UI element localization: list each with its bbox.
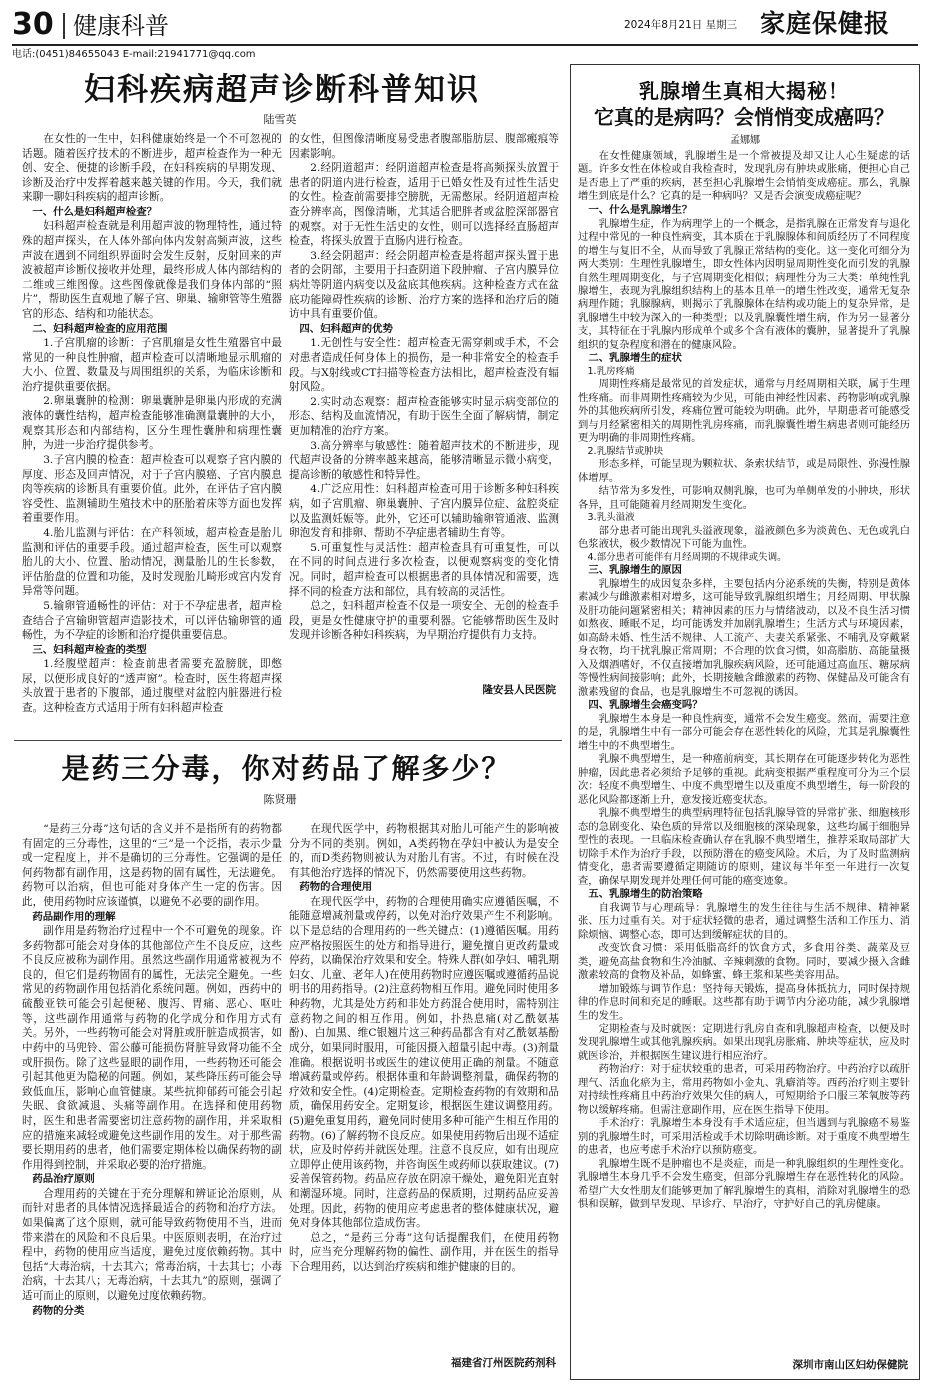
paragraph: 1.经腹壁超声：检查前患者需要充盈膀胱，即憋尿，以便形成良好的“透声窗”。检查时，医生将超声探头放置于患者的下腹部，通过腹壁对盆腔内脏器进行检查。这种检查方式适用于所有妇科超声检查 [22,658,282,715]
article1-title: 妇科疾病超声诊断科普知识 [84,72,480,108]
paragraph: 3.高分辨率与敏感性：随着超声技术的不断进步，现代超声设备的分辨率越来越高，能够清晰显示微小病变，提高诊断的敏感性和特异性。 [289,439,559,481]
section-heading: 药物的分类 [32,1304,85,1317]
paragraph: 自我调节与心理疏导：乳腺增生的发生往往与生活不规律、精神紧张、压力过重有关。对于症状轻微的患者，通过调整生活和工作压力、消除烦恼、调整心态，即可达到缓解症状的目的。 [578,901,910,941]
paragraph: 乳腺不典型增生的典型病理特征包括乳腺导管的异常扩张、细胞核形态的急剧变化、染色质的异常以及细胞核的深染现象，这些均属于细胞异型性的表现。一旦临床检查确认存在乳腺不典型增生，推荐采取局部扩大切除手术作为治疗手段，以预防潜在的癌变风险。术后，为了及时监测病情变化，患者需要遵循定期随访的原则，建议每半年至一年进行一次复查，确保早期发现并处理任何可能的癌变迹象。 [578,807,910,887]
paragraph: 1.无创性与安全性：超声检查无需穿刺或手术，不会对患者造成任何身体上的损伤，是一种非常安全的检查手段。与X射线或CT扫描等检查方法相比，超声检查没有辐射风险。 [289,337,559,394]
article1-source: 隆安县人民医院 [482,684,556,696]
paragraph: 5.输卵管通畅性的评估：对于不孕症患者，超声检查结合子宫输卵管超声造影技术，可以评估输卵管的通畅性，为不孕症的诊断和治疗提供重要信息。 [22,600,282,642]
sub-heading: 1.乳房疼痛 [587,366,635,378]
paragraph: 副作用是药物治疗过程中一个不可避免的现象。许多药物都可能会对身体的其他部位产生不良反应，这些不良反应被称为副作用。虽然这些副作用通常被视为不良的，但它们是药物固有的属性，无法完全避免。一些常见的药物副作用包括消化系统问题。例如，西药中的硫酸亚铁可能会引起便秘、腹泻、胃痛、恶心、呕吐等，这些副作用通常与药物的化学成分和作用方式有关。另外，一些药物可能会对肾脏或肝脏造成损害，如中药中的马兜铃、雷公藤可能损伤肾脏导致肾功能不全或肝损伤。除了这些显眼的副作用，一些药物还可能会引起其他更为隐秘的问题。例如，某些降压药可能会导致低血压，影响心血管健康。某些抗抑郁药可能会引起失眠、食欲减退、头痛等副作用。在选择和使用药物时，医生和患者需要密切注意药物的副作用，并采取相应的措施来减轻或避免这些副作用的发生。对于那些需要长期用药的患者，他们需要定期体检以确保药物的副作用得到控制，并采取必要的治疗措施。 [22,925,282,1171]
article2-column-2 [289,822,559,1352]
paragraph: 周期性疼痛是最常见的首发症状，通常与月经周期相关联，属于生理性疼痛。而非周期性疼痛较为少见，可能由神经性因素、药物影响或乳腺外的其他疾病所引发，疼痛位置可能较为明确。此外，早期患者可能感受到与月经紧密相关的周期性乳房疼痛，而乳腺囊性增生病患者则可能经历更为明确的非周期性疼痛。 [578,378,910,445]
contact-info: 电话:(0451)84655043 E-mail:21941771@qq.com [12,49,256,60]
section-heading: 三、乳腺增生的原因 [588,564,682,577]
section-heading: 二、乳腺增生的症状 [588,352,682,365]
section-heading: 二、妇科超声检查的应用范围 [32,322,168,335]
paragraph: 药物治疗：对于症状较重的患者，可采用药物治疗。中药治疗以疏肝理气、活血化瘀为主，常用药物如小金丸、乳癖消等。西药治疗则主要针对持续性疼痛且中药治疗效果欠佳的病人，可短期给予口服三苯氧胺等药物以缓解疼痛。但需注意副作用，应在医生指导下使用。 [578,1063,910,1116]
paragraph: 结节常为多发性，可影响双侧乳腺，也可为单侧单发的小肿块，形状各异，且可能随着月经周期发生变化。 [578,485,910,511]
paragraph: 部分患者可能出现乳头溢液现象，溢液颜色多为淡黄色、无色或乳白色浆液状，极少数情况下可能为血性。 [578,524,910,551]
article-divider [14,740,562,741]
sub-heading: 2.乳腺结节或肿块 [587,445,664,457]
paragraph: 定期检查与及时就医：定期进行乳房自查和乳腺超声检查，以便及时发现乳腺增生或其他乳腺疾病。如果出现乳房胀痛、肿块等症状，应及时就医诊治，并根据医生建议进行相应治疗。 [578,1023,910,1062]
paragraph: 5.可重复性与灵活性：超声检查具有可重复性，可以在不同的时间点进行多次检查，以便观察病变的变化情况。同时，超声检查可以根据患者的具体情况和需要，选择不同的检查方法和部位，具有较高的灵活性。 [289,541,559,598]
paragraph: 1.子宫肌瘤的诊断：子宫肌瘤是女性生殖器官中最常见的一种良性肿瘤，超声检查可以清晰地显示肌瘤的大小、位置、数量及与周围组织的关系，为临床诊断和治疗提供重要依据。 [22,337,282,393]
paragraph: 乳腺增生症，作为病理学上的一个概念，是指乳腺在正常发育与退化过程中常见的一种良性病变，其本质在于乳腺腺体和间质经历了不同程度的增生与复旧不全，从而导致了乳腺正常结构的变化。这一变化可细分为两大类别：生理性乳腺增生，即女性体内因明显周期性变化而引发的乳腺自然生理周期变化，与子宫周期变化相似；病理性分为三大类：单纯性乳腺增生，表现为乳腺组织结构上的基本且单一的增生性改变，通常无复杂病理作随；乳腺腺病，则揭示了乳腺腺体在结构或功能上的复杂异常，是乳腺增生中较为深入的一种类型；以及乳腺囊性增生病，作为另一显著分支，其特征在于乳腺内形成单个或多个含有液体的囊肿，显著提升了乳腺组织的复杂程度和潜在的健康风险。 [578,217,910,351]
section-heading: 三、妇科超声检查的类型 [32,643,147,656]
paragraph: 4.胎儿监测与评估：在产科领域，超声检查是胎儿监测和评估的重要手段。通过超声检查，医生可以观察胎儿的大小、位置、胎动情况，测量胎儿的生长参数，评估胎盘的位置和功能，及时发现胎儿畸形或宫内发育异常等问题。 [22,526,282,598]
article2-author: 陈贤珊 [263,793,297,806]
paragraph: 2.经阴道超声：经阴道超声检查是将高频探头放置于患者的阴道内进行检查，适用于已婚女性及有过性生活史的女性。检查前需要排空膀胱，无需憋尿。经阴道超声检查分辨率高，图像清晰，尤其适合肥胖者或盆腔深部器官的观察。对于无性生活史的女性，则可以选择经直肠超声检查，将探头放置于直肠内进行检查。 [289,162,559,248]
section-heading: 四、乳腺增生会癌变吗？ [588,699,703,712]
article1-column-1 [22,132,282,734]
section-heading: 五、乳腺增生的防治策略 [588,888,703,901]
sub-heading: 3.乳头溢液 [587,512,635,524]
paragraph: 在现代医学中，药物根据其对胎儿可能产生的影响被分为不同的类别。例如，A类药物在孕妇中被认为是安全的，而D类药物则被认为对胎儿有害。不过，有时候在没有其他治疗选择的情况下，仍然需要使用这些药物。 [289,823,559,879]
paragraph: 3.经会阴超声：经会阴超声检查是将超声探头置于患者的会阴部，主要用于扫查阴道下段肿瘤、子宫内膜异位病灶等阴道内病变以及盆底其他疾病。这种检查方式在盆底功能障碍性疾病的诊断、治疗方案的选择和治疗后的随访中具有重要价值。 [289,249,559,321]
paragraph: 总之，“是药三分毒”这句话提醒我们，在使用药物时，应当充分理解药物的偏性、副作用，并在医生的指导下合理用药，以达到治疗疾病和维护健康的目的。 [289,1231,559,1274]
issue-date: 2024年8月21日 星期三 [624,19,738,31]
sub-heading: 4.部分患者可能伴有月经周期的不规律或失调。 [587,551,787,563]
paragraph: 手术治疗：乳腺增生本身没有手术适应症，但当遇到与乳腺癌不易鉴别的乳腺增生时，可采用活检或手术切除明确诊断。对于重度不典型增生的患者，也应考虑手术治疗以预防癌变。 [578,1117,910,1157]
page-number: 30 [12,7,54,42]
paragraph: 增加锻炼与调节作息：坚持每天锻炼，提高身体抵抗力，同时保持规律的作息时间和充足的睡眠。这些都有助于调节内分泌功能，减少乳腺增生的发生。 [578,982,910,1022]
section-heading: 药物的合理使用 [299,881,373,894]
paragraph: 在女性健康领域，乳腺增生是一个常被提及却又让人心生疑虑的话题。许多女性在体检或自我检查时，发现乳房有肿块或胀痛，便担心自己是否患上了严重的疾病，甚至担心乳腺增生会悄悄变成癌症。那么，乳腺增生到底是什么？它真的是一种病吗？又是否会演变成癌症呢？ [578,150,910,203]
paragraph: 乳腺增生既不是肿瘤也不是炎症，而是一种乳腺组织的生理性变化。乳腺增生本身几乎不会发生癌变，但部分乳腺增生存在恶性转化的风险。希望广大女性朋友们能够更加了解乳腺增生的真相，消除对乳腺增生的恐惧和误解，做到早发现、早诊疗、早治疗，守护好自己的乳房健康。 [578,1157,910,1211]
section-name: 健康科普 [73,12,169,40]
header-divider [63,13,65,39]
paragraph: 乳腺增生的成因复杂多样，主要包括内分泌系统的失衡，特别是黄体素减少与雌激素相对增多，这可能导致乳腺组织增生；月经周期、甲状腺及肝功能问题紧密相关；精神因素的压力与情绪波动，以及不良生活习惯如熬夜、睡眠不足，均可能诱发并加剧乳腺增生；生活方式与环境因素，如高龄未婚、性生活不规律、人工流产、夫妻关系紧张、不哺乳及穿戴紧身衣物，均干扰乳腺正常周期；不合理的饮食习惯，如高脂肪、高能量摄入及烟酒嗜好，不仅直接增加乳腺疾病风险，还可能通过高血压、糖尿病等慢性病间接影响；此外，长期接触含雌激素的药物、保健品及可能含有激素残留的食品，也是乳腺增生不可忽视的诱因。 [578,577,910,698]
article2-column-1 [22,822,282,1388]
paragraph: 2.卵巢囊肿的检测：卵巢囊肿是卵巢内形成的充满液体的囊性结构，超声检查能够准确测量囊肿的大小，观察其形态和内部结构，区分生理性囊肿和病理性囊肿，为进一步治疗提供参考。 [22,395,282,452]
paragraph: 2.实时动态观察：超声检查能够实时显示病变部位的形态、结构及血流情况，有助于医生全面了解病情，制定更加精准的治疗方案。 [289,395,559,437]
article2-source: 福建省汀州医院药剂科 [451,1357,556,1369]
paragraph: 改变饮食习惯：采用低脂高纤的饮食方式，多食用谷类、蔬菜及豆类，避免高盐食物和生冷油腻、辛辣刺激的食物。同时，要减少摄入含雌激素较高的食物及补品，如蜂蜜、蜂王浆和某些美容用品。 [578,942,910,982]
section-heading: 药品副作用的理解 [32,910,116,923]
section-heading: 四、妇科超声的优势 [299,322,393,335]
page-header [0,0,930,62]
paragraph: 总之，妇科超声检查不仅是一项安全、无创的检查手段，更是女性健康守护的重要利器。它能够帮助医生及时发现并诊断各种妇科疾病，为早期治疗提供有力支持。 [289,600,559,642]
paragraph: 乳腺增生本身是一种良性病变，通常不会发生癌变。然而，需要注意的是，乳腺增生中有一部分可能会存在恶性转化的风险，尤其是乳腺囊性增生中的不典型增生。 [578,712,910,752]
article3-body [578,150,910,1348]
paragraph: 在女性的一生中，妇科健康始终是一个不可忽视的话题。随着医疗技术的不断进步，超声检查作为一种无创、安全、便捷的诊断手段，在妇科疾病的早期发现、诊断及治疗中发挥着越来越关键的作用。今天，我们就来聊一聊妇科疾病的超声诊断。 [22,133,282,204]
paragraph: 乳腺不典型增生，是一种癌前病变，其长期存在可能逐步转化为恶性肿瘤，因此患者必须给予足够的重视。此病变根据严重程度可分为三个层次：轻度不典型增生、中度不典型增生以及重度不典型增生，每一阶段的恶化风险都逐渐上升，意发接近癌变状态。 [578,753,910,806]
section-heading: 一、什么是乳腺增生？ [588,203,693,216]
paragraph: 形态多样，可能呈现为颗粒状、条索状结节，或是局限性、弥漫性腺体增厚。 [578,458,910,484]
paragraph: 3.子宫内膜的检查：超声检查可以观察子宫内膜的厚度、形态及回声情况，对于子宫内膜癌、子宫内膜息肉等疾病的诊断具有重要价值。此外，在评估子宫内膜容受性、监测辅助生殖技术中的胚胎着床等方面也发挥着重要作用。 [22,453,282,525]
paragraph: 合理用药的关键在于充分理解和辨证论治原则，从而针对患者的具体情况选择最适合的药物和治疗方法。如果偏离了这个原则，就可能导致药物使用不当，进而带来潜在的风险和不良后果。中医原则表明，在治疗过程中，药物的使用应当适度，避免过度依赖药物。其中包括“大毒治病，十去其六；常毒治病，十去其七；小毒治病，十去其八；无毒治病，十去其九”的原则，强调了适可而止的原则，以避免过度依赖药物。 [22,1187,282,1302]
article3-author: 孟娜娜 [730,135,760,146]
article1-column-2 [289,132,559,680]
article3-source: 深圳市南山区妇幼保健院 [792,1359,908,1371]
header-rule [12,44,918,46]
section-heading: 药品治疗原则 [32,1173,95,1186]
paragraph: 在现代医学中，药物的合理使用确实应遵循医嘱，不能随意增减剂量或停药，以免对治疗效果产生不利影响。以下是总结的合理用药的一些关键点：(1)遵循医嘱。用药应严格按照医生的处方和指导进行，避免擅自更改药量或停药，以确保治疗效果和安全。特殊人群(如孕妇、哺乳期妇女、儿童、老年人)在使用药物时应遵医嘱或遵循药品说明书的用药指导。(2)注意药物相互作用。避免同时使用多种药物，尤其是处方药和非处方药混合使用时，需特别注意药物之间的相互作用。例如，扑热息痛(对乙酰氨基酚)、白加黑、维C银翘片这三种药品都含有对乙酰氨基酚成分，如果同时服用，可能因摄入超量引起中毒。(3)剂量准确。根据说明书或医生的建议使用正确的剂量。不随意增减药量或停药。根据体重和年龄调整剂量，确保药物的疗效和安全性。(4)定期检查。定期检查药物的有效期和品质，确保用药安全。定期复诊，根据医生建议调整用药。(5)避免重复用药，避免同时使用多种可能产生相互作用的药物。(6)了解药物不良反应。如果使用药物后出现不适症状，应及时停药并就医处理。注意不良反应，如有出现应立即停止使用该药物，并咨询医生或药师以获取建议。(7)妥善保管药物。药品应存放在阴凉干燥处，避免阳光直射和潮湿环境。同时，注意药品的保质期，过期药品应妥善处理。因此，药物的使用应考虑患者的整体健康状况，避免对身体其他部位造成伤害。 [289,895,559,1230]
article3-title-line2: 它真的是病吗？会悄悄变成癌吗？ [594,105,894,129]
paragraph: “是药三分毒”这句话的含义并不是指所有的药物都有固定的三分毒性，这里的“三”是一个泛指，表示少量或一定程度上，并不是确切的三分毒性。它强调的是任何药物都有副作用，这是药物的固有属性，无法避免。药物可以治病，但也可能对身体产生一定的伤害。因此，使用药物时应该谨慎，以避免不必要的副作用。 [22,823,282,909]
paragraph: 妇科超声检查就是利用超声波的物理特性，通过特殊的超声探头，在人体外部向体内发射高频声波，这些声波在遇到不同组织界面时会发生反射，反射回来的声波被超声诊断仪接收并处理，最终形成人体内部结构的二维或三维图像。这些图像就像是我们身体内部的“照片”，帮助医生直观地了解子宫、卵巢、输卵管等生殖器官的形态、结构和功能状态。 [22,220,282,321]
article1-author: 陆雪英 [263,113,297,126]
paragraph-continued: 的女性，但图像清晰度易受患者腹部脂肪层、腹部瘢痕等因素影响。 [289,133,559,160]
article3-title-line1: 乳腺增生真相大揭秘！ [639,79,849,103]
section-heading: 一、什么是妇科超声检查？ [32,206,158,219]
newspaper-name: 家庭保健报 [760,9,891,38]
paragraph: 4.广泛应用性：妇科超声检查可用于诊断多种妇科疾病，如子宫肌瘤、卵巢囊肿、子宫内膜异位症、盆腔炎症以及监测妊娠等。此外，它还可以辅助输卵管通液、监测卵泡发育和排卵、帮助不孕症患者辅助生育等。 [289,483,559,540]
article2-title: 是药三分毒，你对药品了解多少？ [61,752,512,785]
